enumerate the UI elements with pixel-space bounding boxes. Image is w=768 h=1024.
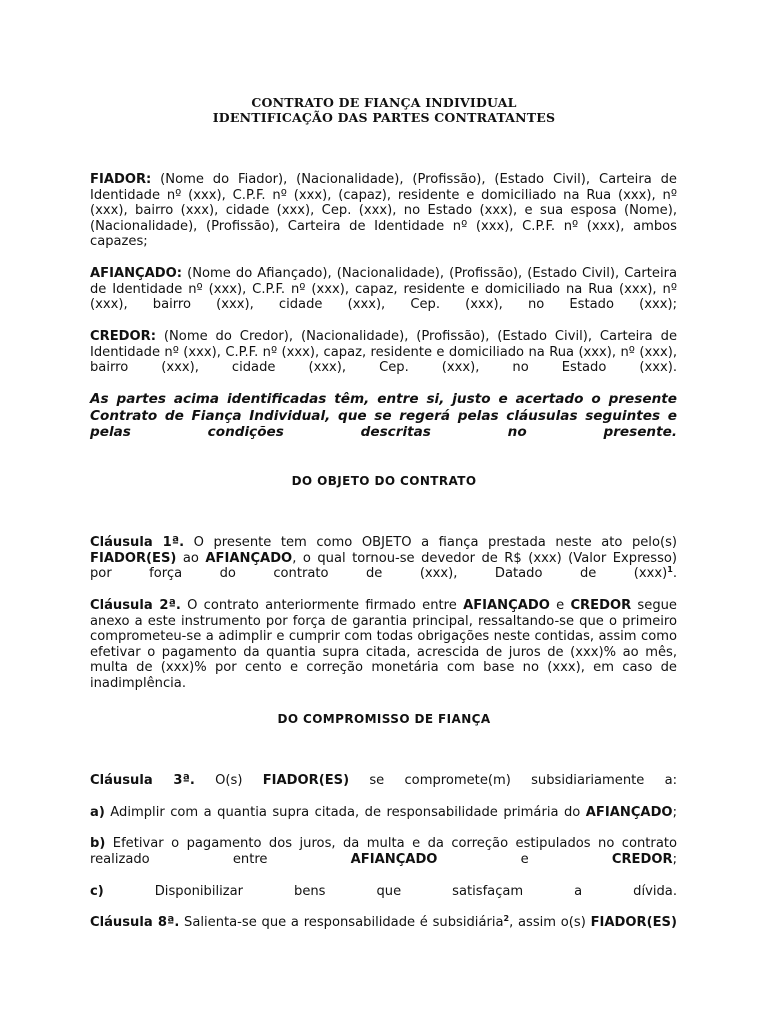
document-title: CONTRATO DE FIANÇA INDIVIDUAL [251,95,517,110]
clause-3-fiador: FIADOR(ES) [262,773,350,788]
fiador-label: FIADOR: [90,172,152,187]
clause-2-label: Cláusula 2ª. [90,598,181,613]
clause-3-text: O(s) [194,773,263,788]
item-c-text: Disponibilizar bens que satisfaçam a dívida. [103,884,677,899]
agreement-text: As partes acima identificadas têm, entre si, justo e acertado o presente Contrato de Fiança Individual, que se regerá pelas cláusulas seguintes e pelas condições descritas no presente. [90,391,677,440]
clause-8-fiador: FIADOR(ES) [590,915,677,930]
footnote-ref-2: 2 [503,914,510,923]
clause-1-text-2: ao [176,550,206,566]
credor-label: CREDOR: [90,329,156,344]
clause-2-afiancado: AFIANÇADO [463,598,550,613]
item-b-text-2: e [437,851,612,867]
agreement-paragraph [90,391,677,441]
item-b-label: b) [90,836,106,851]
item-b-text: Efetivar o pagamento dos juros, da multa e da correção estipulados no contrato realizado entre [90,836,677,867]
clause-2-credor: CREDOR [570,598,632,613]
clause-3-label: Cláusula 3ª. [90,773,195,788]
footnote-ref-1: 1 [667,565,673,575]
clause-8-text: Salienta-se que a responsabilidade é subsidiária [179,915,504,930]
clause-8 [90,915,677,931]
clause-2 [90,598,677,692]
item-a-label: a) [90,805,105,820]
clause-1-fiador: FIADOR(ES) [90,550,177,566]
clause-1-text-3: , o qual tornou-se devedor de R$ (xxx) (Valor Expresso) por força do contrato de (xxx), Datado de (xxx) [90,550,678,582]
clause-1-afiancado: AFIANÇADO [205,550,293,566]
clause-1-end: . [672,566,677,582]
document-subtitle: IDENTIFICAÇÃO DAS PARTES CONTRATANTES [212,110,556,125]
clause-8-text-2: , assim o(s) [509,915,591,930]
clause-2-text-3: segue anexo a este instrumento por força de garantia principal, ressaltando-se que o primeiro comprometeu-se a adimplir e cumprir com todas obrigações neste contidas, assim como efetivar o pagamento da quantia supra citada, acrescida de juros de (xxx)% ao mês, multa de (xxx)% por cento e correção monetária com base no (xxx), em caso de inadimplência. [90,598,677,691]
fiador-paragraph [90,172,677,250]
clause-3-text-2: se compromete(m) subsidiariamente a: [349,773,678,788]
item-b-afiancado: AFIANÇADO [350,851,438,867]
afiancado-label: AFIANÇADO: [90,266,183,281]
clause-2-text: O contrato anteriormente firmado entre [180,598,464,613]
section-title-objeto: DO OBJETO DO CONTRATO [291,474,477,488]
item-b-credor: CREDOR [611,851,673,867]
item-b [90,836,677,867]
item-a-text: Adimplir com a quantia supra citada, de responsabilidade primária do [104,805,586,820]
afiancado-text: (Nome do Afiançado), (Nacionalidade), (Profissão), (Estado Civil), Carteira de Identidade nº (xxx), C.P.F. nº (xxx), capaz, residente e domiciliado na Rua (xxx), nº (xxx), bairro (xxx), cidade (xxx), Cep. (xxx), no Estado (xxx); [90,266,677,313]
section-title-compromisso: DO COMPROMISSO DE FIANÇA [277,712,491,726]
item-c [90,884,677,900]
afiancado-paragraph [90,266,677,313]
clause-1-label: Cláusula 1ª. [90,535,185,550]
item-a-afiancado: AFIANÇADO [585,805,673,820]
item-b-end: ; [672,851,677,867]
item-c-label: c) [90,884,104,899]
clause-1 [90,535,677,582]
item-a [90,805,677,821]
clause-3 [90,773,677,789]
fiador-text: (Nome do Fiador), (Nacionalidade), (Profissão), (Estado Civil), Carteira de Identidade nº (xxx), C.P.F. nº (xxx), (capaz), residente e domiciliado na Rua (xxx), nº (xxx), bairro (xxx), cidade (xxx), Cep. (xxx), no Estado (xxx), e sua esposa (Nome), (Nacionalidade), (Profissão), Carteira de Identidade nº (xxx), C.P.F. nº (xxx), ambos capazes; [90,172,677,250]
credor-paragraph [90,329,677,376]
clause-2-text-2: e [549,598,571,613]
clause-8-label: Cláusula 8ª. [90,915,180,930]
item-a-end: ; [672,805,677,820]
clause-1-text: O presente tem como OBJETO a fiança prestada neste ato pelo(s) [184,535,677,550]
credor-text: (Nome do Credor), (Nacionalidade), (Profissão), (Estado Civil), Carteira de Identidade nº (xxx), C.P.F. nº (xxx), capaz, residente e domiciliado na Rua (xxx), nº (xxx), bairro (xxx), cidade (xxx), Cep. (xxx), no Estado (xxx). [90,329,677,376]
